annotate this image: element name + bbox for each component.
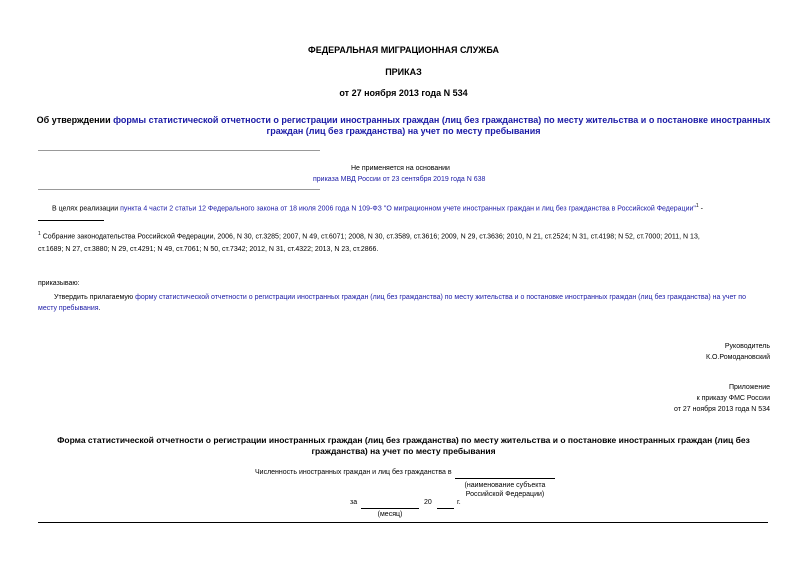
signature-name: К.О.Ромодановский xyxy=(706,354,770,361)
order-suffix: . xyxy=(98,305,101,312)
subject-hint xyxy=(455,481,555,499)
order-text xyxy=(38,292,773,314)
subject-hint-line1: (наименование субъекта xyxy=(464,482,546,489)
signature-role: Руководитель xyxy=(724,343,770,350)
month-hint: (месяц) xyxy=(377,511,403,518)
title-link-continued[interactable]: граждан (лиц без гражданства) на учет по месту пребывания xyxy=(266,126,541,136)
preamble xyxy=(52,203,703,212)
appendix-line1: Приложение xyxy=(728,384,770,391)
form-title-line2: гражданства) на учет по месту пребывания xyxy=(311,446,496,456)
footnote-mark: 1 xyxy=(695,203,699,209)
divider-top xyxy=(38,150,320,151)
footnote-line2: ст.1689; N 27, ст.3880; N 29, ст.4291; N 49, ст.7061; N 50, ст.7342; 2012, N 31, ст.4322; 2013, N 23, ст.2866. xyxy=(38,246,379,254)
footnote-number: 1 xyxy=(38,231,41,237)
preamble-law-link[interactable]: пункта 4 части 2 статьи 12 Федерального закона от 18 июля 2006 года N 109-ФЗ "О миграционном учете иностранных граждан и лиц без гражданства в Российской Федерации" xyxy=(120,205,696,213)
order-form-link-continued[interactable]: месту пребывания xyxy=(38,305,99,312)
subject-hint-line2: Российской Федерации) xyxy=(465,491,545,498)
footnote-line1: Собрание законодательства Российской Федерации, 2006, N 30, ст.3285; 2007, N 49, ст.6071; 2008, N 30, ст.3589, ст.3616; 2009, N 29, ст.3636; 2010, N 21, ст.2524; N 31, ст.4198; N 52, ст.7000; 2011, N 13, xyxy=(42,233,700,241)
footnote-divider xyxy=(38,220,104,221)
year-input-line[interactable] xyxy=(437,508,454,509)
month-input-line[interactable] xyxy=(361,508,419,509)
document-title xyxy=(0,115,807,137)
divider-bottom xyxy=(38,189,320,190)
appendix-line3: от 27 ноября 2013 года N 534 xyxy=(674,406,770,413)
agency-name: ФЕДЕРАЛЬНАЯ МИГРАЦИОННАЯ СЛУЖБА xyxy=(308,45,499,55)
order-form-link[interactable]: форму статистической отчетности о регистрации иностранных граждан (лиц без гражданства) по месту жительства и о постановке иностранных граждан (лиц без гражданства) на учет по xyxy=(135,294,746,301)
notice-text: Не применяется на основании xyxy=(351,165,450,172)
footnote xyxy=(38,228,773,256)
form-bottom-line xyxy=(38,522,768,523)
document-type: ПРИКАЗ xyxy=(385,67,422,77)
form-title-line1: Форма статистической отчетности о регистрации иностранных граждан (лиц без гражданства) по месту жительства и о постановке иностранных граждан (лиц без xyxy=(57,435,750,445)
notice-link[interactable]: приказа МВД России от 23 сентября 2019 года N 638 xyxy=(313,176,486,183)
year-suffix: г. xyxy=(457,499,461,506)
document-date: от 27 ноября 2013 года N 534 xyxy=(339,88,468,98)
for-label: за xyxy=(350,499,358,506)
subject-input-line[interactable] xyxy=(455,478,555,479)
count-label: Численность иностранных граждан и лиц без гражданства в xyxy=(255,469,452,476)
preamble-prefix: В целях реализации xyxy=(52,205,121,213)
appendix-line2: к приказу ФМС России xyxy=(696,395,770,402)
preamble-suffix: - xyxy=(698,205,703,213)
form-title xyxy=(0,435,807,457)
year-label: 20 xyxy=(424,499,432,506)
order-word: приказываю: xyxy=(38,280,80,287)
order-prefix: Утвердить прилагаемую xyxy=(54,294,136,301)
title-link[interactable]: формы статистической отчетности о регистрации иностранных граждан (лиц без гражданства) по месту жительства и о постановке иностранных xyxy=(113,115,771,125)
title-prefix: Об утверждении xyxy=(36,115,114,125)
